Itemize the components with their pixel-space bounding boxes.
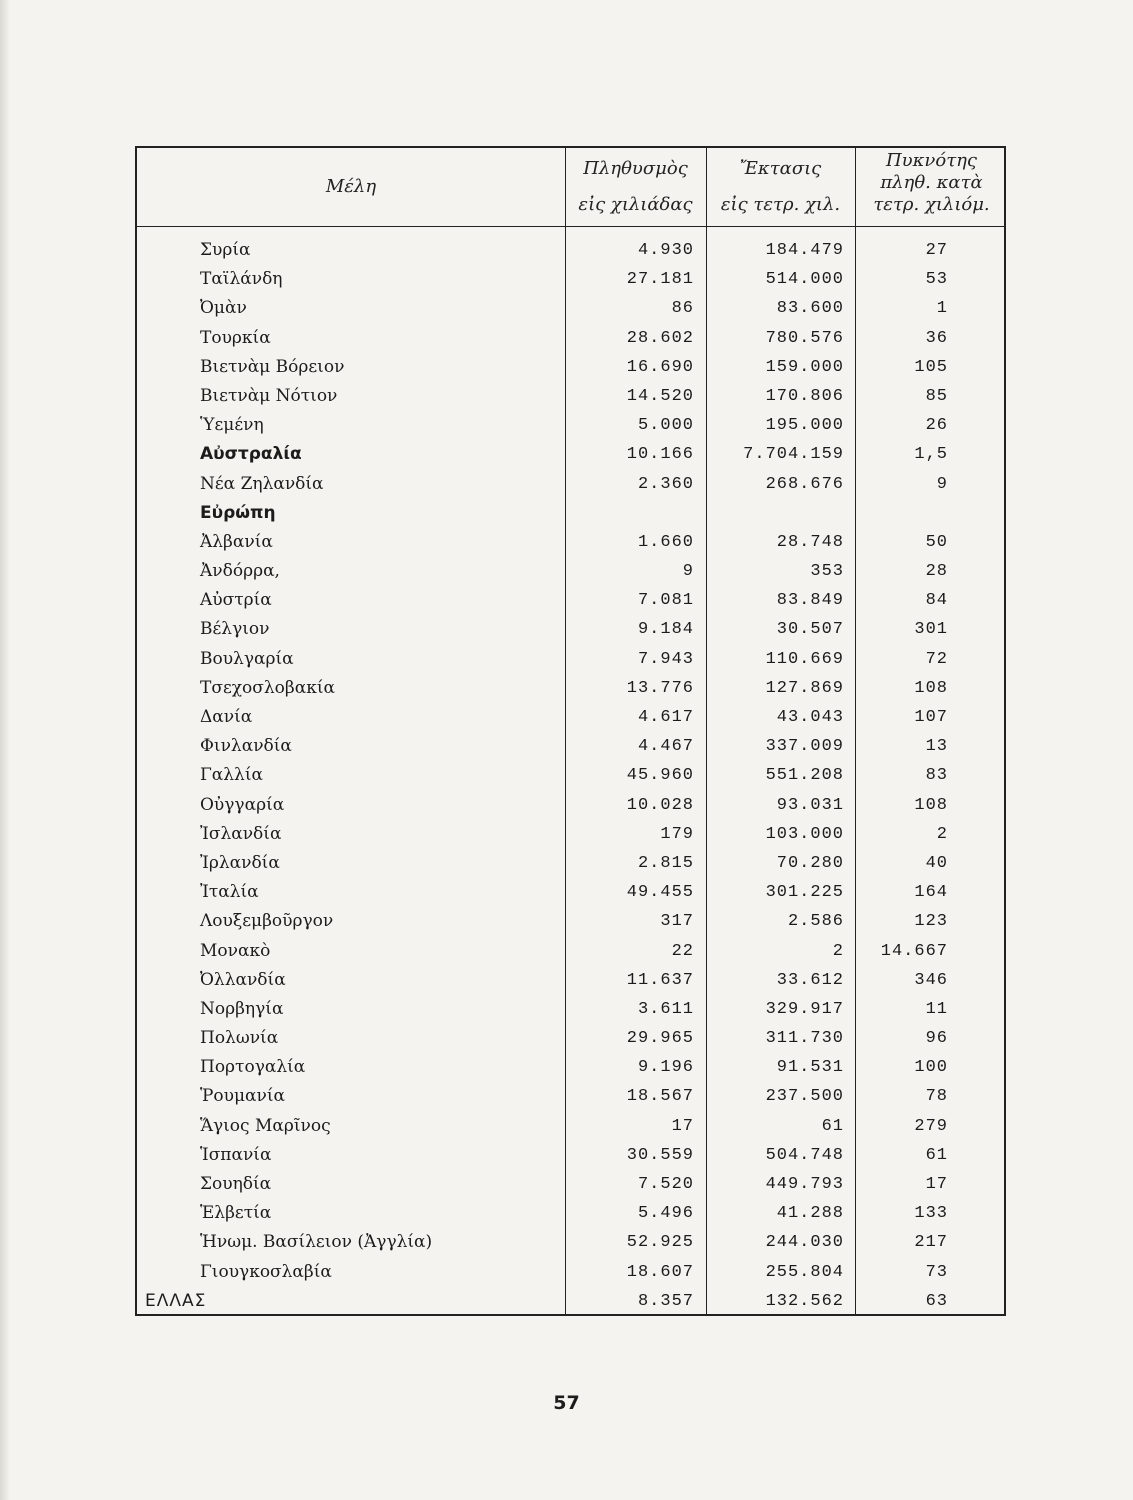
table-row (137, 674, 1004, 703)
population-value: 14.520 (626, 386, 694, 406)
table-row (137, 791, 1004, 820)
table-row (137, 1024, 1004, 1053)
density-value: 40 (925, 853, 948, 873)
table-row (137, 236, 1004, 265)
table-row (137, 1287, 1004, 1316)
area-value: 2.586 (787, 912, 844, 932)
table-row (137, 1228, 1004, 1257)
population-value: 5.496 (637, 1204, 694, 1224)
area-value: 244.030 (765, 1233, 844, 1253)
population-value: 16.690 (626, 357, 694, 377)
table-row (137, 703, 1004, 732)
country-name: Δανία (200, 707, 253, 727)
population-value: 179 (660, 824, 694, 844)
country-name: Ἰρλανδία (200, 852, 280, 873)
country-name: ΕΛΛΑΣ (145, 1290, 207, 1311)
population-value: 3.611 (637, 999, 694, 1019)
country-name: Εὐρώπη (200, 502, 276, 523)
population-value: 45.960 (626, 766, 694, 786)
density-value: 1 (936, 299, 948, 319)
density-value: 1,5 (914, 445, 948, 465)
population-value: 7.943 (637, 649, 694, 669)
density-value: 11 (925, 999, 948, 1019)
density-value: 217 (914, 1233, 948, 1253)
population-value: 11.637 (626, 970, 694, 990)
table-row (137, 615, 1004, 644)
table-row (137, 382, 1004, 411)
population-value: 86 (671, 299, 694, 319)
statistics-table (135, 146, 1006, 1316)
population-value: 18.567 (626, 1087, 694, 1107)
country-name: Ὑεμένη (200, 415, 264, 436)
population-value: 2.360 (637, 474, 694, 494)
table-row (137, 411, 1004, 440)
population-value: 7.081 (637, 591, 694, 611)
country-name: Γαλλία (200, 765, 263, 786)
country-name: Ἰσλανδία (200, 823, 282, 844)
country-name: Λουξεμβοῦργον (200, 911, 334, 932)
area-value: 103.000 (765, 824, 844, 844)
country-name: Οὐγγαρία (200, 794, 285, 815)
population-value: 10.028 (626, 795, 694, 815)
population-value: 4.617 (637, 708, 694, 727)
population-value: 13.776 (626, 678, 694, 698)
area-value: 132.562 (765, 1291, 844, 1311)
density-value: 53 (925, 270, 948, 290)
area-value: 7.704.159 (743, 445, 844, 465)
population-value: 5.000 (637, 416, 694, 436)
area-value: 159.000 (765, 357, 844, 377)
table-row (137, 645, 1004, 674)
table-row (137, 1053, 1004, 1082)
table-row (137, 1112, 1004, 1141)
table-row (137, 1199, 1004, 1228)
country-name: Μονακὸ (200, 940, 271, 961)
area-value: 2 (832, 941, 844, 961)
country-name: Πολωνία (200, 1028, 279, 1049)
density-value: 27 (925, 241, 948, 260)
area-value: 504.748 (765, 1145, 844, 1165)
area-value: 449.793 (765, 1175, 844, 1194)
area-value: 43.043 (776, 708, 844, 727)
density-value: 100 (914, 1058, 948, 1078)
population-value: 27.181 (626, 270, 694, 290)
area-value: 28.748 (776, 532, 844, 552)
country-name: Ἀλβανία (200, 531, 273, 552)
table-row (137, 878, 1004, 907)
area-value: 311.730 (765, 1029, 844, 1049)
country-name: Πορτογαλία (200, 1057, 306, 1078)
density-value: 108 (914, 678, 948, 698)
density-value: 133 (914, 1204, 948, 1224)
density-value: 164 (914, 883, 948, 903)
country-name: Νέα Ζηλανδία (200, 473, 324, 494)
area-value: 195.000 (765, 416, 844, 436)
page-edge-shadow (0, 0, 10, 1500)
population-value: 9.196 (637, 1058, 694, 1078)
country-name: Βουλγαρία (200, 648, 294, 669)
area-value: 780.576 (765, 328, 844, 348)
density-value: 14.667 (880, 941, 948, 961)
country-name: Ὀμὰν (200, 298, 247, 319)
density-value: 50 (925, 532, 948, 552)
table-row (137, 1082, 1004, 1111)
density-value: 83 (925, 766, 948, 786)
density-value: 9 (936, 474, 948, 494)
area-value: 93.031 (776, 795, 844, 815)
area-value: 170.806 (765, 386, 844, 406)
area-value: 237.500 (765, 1087, 844, 1107)
density-value: 73 (925, 1262, 948, 1282)
population-value: 9 (682, 562, 694, 582)
table-row (137, 557, 1004, 586)
population-value: 317 (660, 912, 694, 932)
density-value: 84 (925, 591, 948, 611)
table-row (137, 499, 1004, 528)
density-value: 17 (925, 1175, 948, 1194)
population-value: 28.602 (626, 328, 694, 348)
density-value: 107 (914, 708, 948, 727)
country-name: Ἅγιος Μαρῖνος (200, 1115, 331, 1136)
country-name: Ἰταλία (200, 882, 259, 903)
country-name: Αὐστρία (200, 590, 272, 611)
density-value: 108 (914, 795, 948, 815)
population-value: 8.357 (637, 1291, 694, 1311)
table-row (137, 1170, 1004, 1199)
area-value: 70.280 (776, 853, 844, 873)
area-value: 30.507 (776, 620, 844, 640)
area-value: 353 (810, 562, 844, 582)
table-row (137, 820, 1004, 849)
density-value: 346 (914, 970, 948, 990)
density-value: 72 (925, 649, 948, 669)
table-row (137, 324, 1004, 353)
header-area: Ἔκτασις εἰς τετρ. χιλ. (720, 158, 841, 215)
country-name: Αὐστραλία (200, 444, 302, 465)
country-name: Ἡνωμ. Βασίλειον (Ἀγγλία) (200, 1232, 433, 1253)
country-name: Φινλανδία (200, 736, 292, 757)
header-density: Πυκνότης πληθ. κατὰ τετρ. χιλιόμ. (873, 150, 990, 215)
table-row (137, 440, 1004, 469)
density-value: 2 (936, 824, 948, 844)
density-value: 28 (925, 562, 948, 582)
population-value: 7.520 (637, 1175, 694, 1194)
page-number: 57 (553, 1392, 580, 1414)
population-value: 22 (671, 941, 694, 961)
population-value: 17 (671, 1116, 694, 1136)
country-name: Τσεχοσλοβακία (200, 677, 335, 698)
table-row (137, 849, 1004, 878)
area-value: 329.917 (765, 999, 844, 1019)
country-name: Συρία (200, 240, 251, 260)
country-name: Σουηδία (200, 1174, 272, 1194)
population-value: 1.660 (637, 532, 694, 552)
population-value: 4.467 (637, 737, 694, 757)
table-row (137, 907, 1004, 936)
country-name: Γιουγκοσλαβία (200, 1261, 332, 1282)
population-value: 2.815 (637, 853, 694, 873)
table-row (137, 966, 1004, 995)
area-value: 184.479 (765, 241, 844, 260)
population-value: 10.166 (626, 445, 694, 465)
header-divider (137, 226, 1004, 227)
population-value: 29.965 (626, 1029, 694, 1049)
density-value: 279 (914, 1116, 948, 1136)
density-value: 96 (925, 1029, 948, 1049)
country-name: Τουρκία (200, 327, 271, 348)
population-value: 30.559 (626, 1145, 694, 1165)
population-value: 9.184 (637, 620, 694, 640)
table-row (137, 353, 1004, 382)
table-row (137, 470, 1004, 499)
area-value: 551.208 (765, 766, 844, 786)
table-row (137, 732, 1004, 761)
area-value: 337.009 (765, 737, 844, 757)
population-value: 4.930 (637, 241, 694, 260)
table-body (137, 236, 1004, 1316)
area-value: 33.612 (776, 970, 844, 990)
table-row (137, 995, 1004, 1024)
population-value: 49.455 (626, 883, 694, 903)
country-name: Ἱσπανία (200, 1144, 272, 1165)
density-value: 78 (925, 1087, 948, 1107)
area-value: 514.000 (765, 270, 844, 290)
area-value: 110.669 (765, 649, 844, 669)
table-row (137, 761, 1004, 790)
population-value: 52.925 (626, 1233, 694, 1253)
area-value: 255.804 (765, 1262, 844, 1282)
table-row (137, 1258, 1004, 1287)
density-value: 105 (914, 357, 948, 377)
table-row (137, 586, 1004, 615)
country-name: Ταϊλάνδη (200, 269, 283, 290)
area-value: 268.676 (765, 474, 844, 494)
density-value: 36 (925, 328, 948, 348)
area-value: 83.849 (776, 591, 844, 611)
table-row (137, 528, 1004, 557)
density-value: 301 (914, 620, 948, 640)
table-row (137, 265, 1004, 294)
area-value: 301.225 (765, 883, 844, 903)
area-value: 61 (821, 1116, 844, 1136)
area-value: 91.531 (776, 1058, 844, 1078)
density-value: 63 (925, 1291, 948, 1311)
country-name: Ἑλβετία (200, 1203, 272, 1224)
country-name: Ῥουμανία (200, 1086, 286, 1107)
country-name: Βέλγιον (200, 619, 270, 640)
country-name: Ἀνδόρρα, (200, 561, 280, 582)
density-value: 13 (925, 737, 948, 757)
table-row (137, 937, 1004, 966)
header-members: Μέλη (325, 176, 377, 197)
population-value: 18.607 (626, 1262, 694, 1282)
header-population: Πληθυσμὸς εἰς χιλιάδας (578, 158, 693, 215)
country-name: Βιετνὰμ Βόρειον (200, 356, 345, 377)
country-name: Νορβηγία (200, 998, 284, 1019)
density-value: 26 (925, 416, 948, 436)
table-row (137, 294, 1004, 323)
density-value: 61 (925, 1145, 948, 1165)
area-value: 83.600 (776, 299, 844, 319)
area-value: 41.288 (776, 1204, 844, 1224)
area-value: 127.869 (765, 678, 844, 698)
table-row (137, 1141, 1004, 1170)
country-name: Βιετνὰμ Νότιον (200, 385, 338, 406)
country-name: Ὀλλανδία (200, 969, 286, 990)
density-value: 123 (914, 912, 948, 932)
density-value: 85 (925, 386, 948, 406)
